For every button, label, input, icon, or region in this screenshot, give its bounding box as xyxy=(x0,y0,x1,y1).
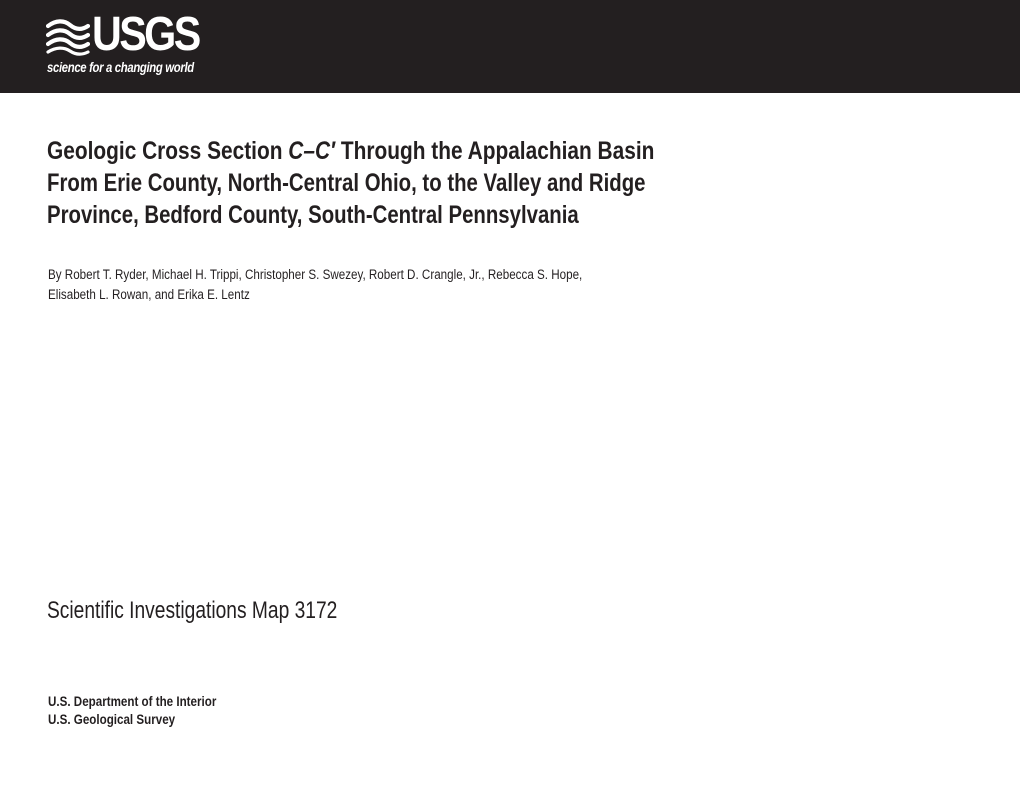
series-name: Scientific Investigations Map 3172 xyxy=(47,597,338,624)
author-list xyxy=(48,265,808,305)
author-list-line-2: Elisabeth L. Rowan, and Erika E. Lentz xyxy=(48,287,250,303)
usgs-banner xyxy=(0,0,1020,93)
survey-name: U.S. Geological Survey xyxy=(48,712,176,727)
cross-section-label: C–C′ xyxy=(288,137,336,165)
author-list-line-1: By Robert T. Ryder, Michael H. Trippi, Christopher S. Swezey, Robert D. Crangle, Jr., Rebecca S. Hope, xyxy=(48,267,583,283)
agency-block xyxy=(48,693,244,729)
usgs-logo[interactable] xyxy=(46,8,216,79)
report-title-line-1-end: Through the Appalachian Basin xyxy=(335,137,655,165)
usgs-logo-word: USGS xyxy=(92,8,199,61)
usgs-logo-tagline: science for a changing world xyxy=(47,60,194,75)
report-title-line-3: Province, Bedford County, South-Central Pennsylvania xyxy=(47,201,579,229)
report-title-line-1 xyxy=(47,135,655,167)
report-title-line-1-start: Geologic Cross Section xyxy=(47,137,289,165)
report-title xyxy=(47,135,767,231)
department-name: U.S. Department of the Interior xyxy=(48,694,217,709)
report-title-line-2: From Erie County, North-Central Ohio, to the Valley and Ridge xyxy=(47,169,646,197)
usgs-wave-icon xyxy=(46,18,90,56)
